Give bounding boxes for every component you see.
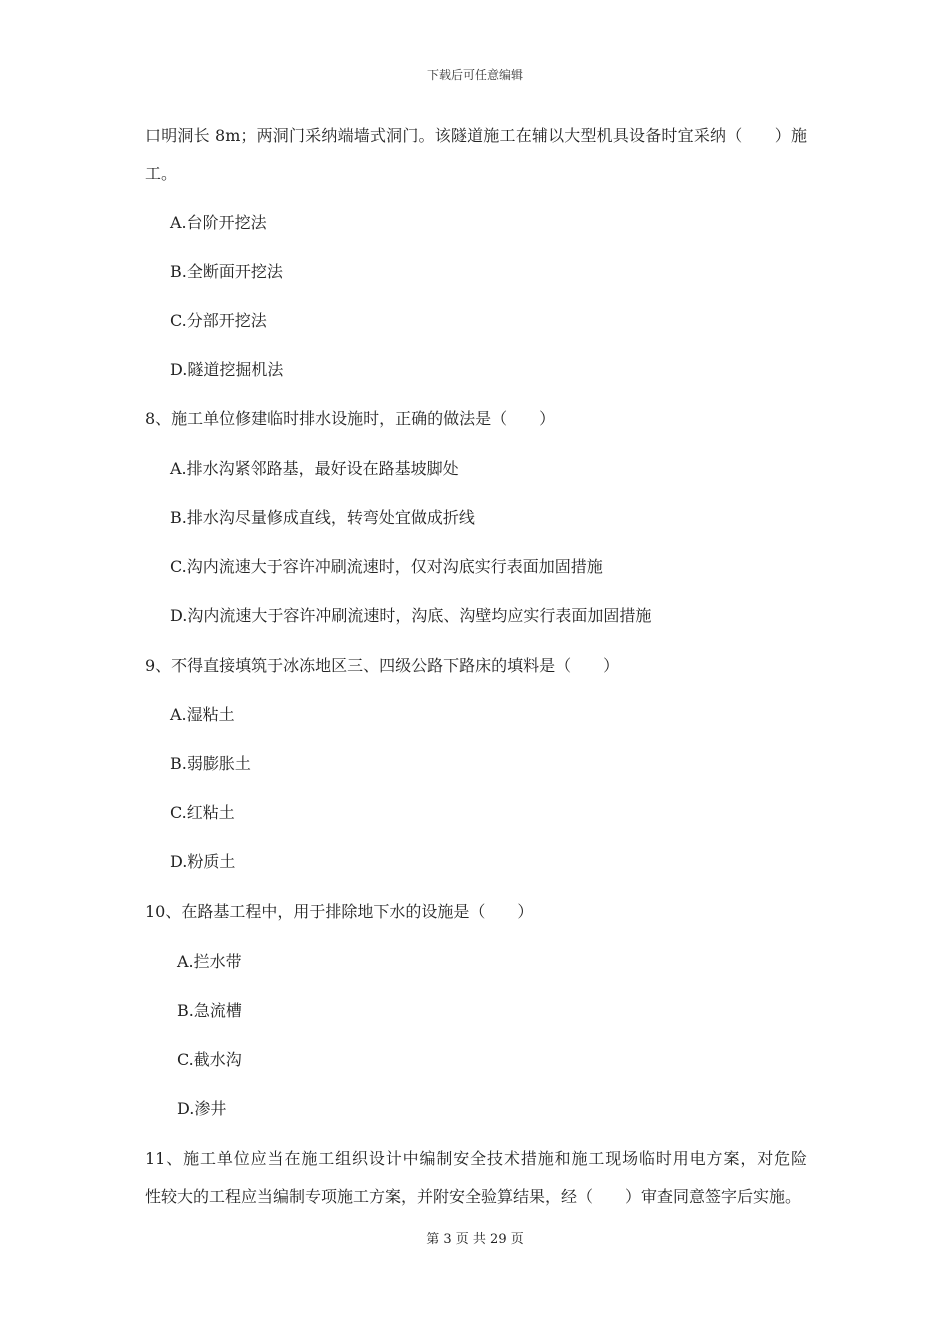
- q7-option-c: C.分部开挖法: [170, 311, 267, 330]
- q10-stem: 10、在路基工程中，用于排除地下水的设施是（ ）: [145, 902, 534, 921]
- q8-option-a: A.排水沟紧邻路基，最好设在路基坡脚处: [170, 459, 459, 478]
- q10-option-c: C.截水沟: [177, 1050, 242, 1069]
- page-footer: 第 3 页 共 29 页: [426, 1232, 524, 1247]
- q10-option-b: B.急流槽: [177, 1001, 242, 1020]
- q8-option-c: C.沟内流速大于容许冲刷流速时，仅对沟底实行表面加固措施: [170, 557, 603, 576]
- q9-option-a: A.湿粘土: [170, 705, 235, 724]
- q8-option-b: B.排水沟尽量修成直线，转弯处宜做成折线: [170, 508, 475, 527]
- q7-option-a: A.台阶开挖法: [170, 213, 267, 232]
- q7-option-b: B.全断面开挖法: [170, 262, 283, 281]
- q11-stem-line-1: 11、施工单位应当在施工组织设计中编制安全技术措施和施工现场临时用电方案，对危险: [145, 1149, 807, 1168]
- q8-stem: 8、施工单位修建临时排水设施时，正确的做法是（ ）: [145, 409, 556, 428]
- q9-option-d: D.粉质土: [170, 852, 236, 871]
- q10-option-a: A.拦水带: [177, 952, 242, 971]
- q11-stem-line-2: 性较大的工程应当编制专项施工方案，并附安全验算结果，经（ ）审查同意签字后实施。: [145, 1187, 802, 1206]
- q9-option-c: C.红粘土: [170, 803, 235, 822]
- page-header: 下载后可任意编辑: [426, 68, 523, 82]
- q8-option-d: D.沟内流速大于容许冲刷流速时，沟底、沟壁均应实行表面加固措施: [170, 606, 652, 625]
- q7-stem-line-2: 工。: [145, 164, 178, 183]
- q10-option-d: D.渗井: [177, 1099, 227, 1118]
- q7-option-d: D.隧道挖掘机法: [170, 360, 284, 379]
- q9-stem: 9、不得直接填筑于冰冻地区三、四级公路下路床的填料是（ ）: [145, 656, 620, 675]
- q7-stem-line-1: 口明洞长 8m；两洞门采纳端墙式洞门。该隧道施工在辅以大型机具设备时宜采纳（ ）施: [145, 126, 807, 145]
- q9-option-b: B.弱膨胀土: [170, 754, 251, 773]
